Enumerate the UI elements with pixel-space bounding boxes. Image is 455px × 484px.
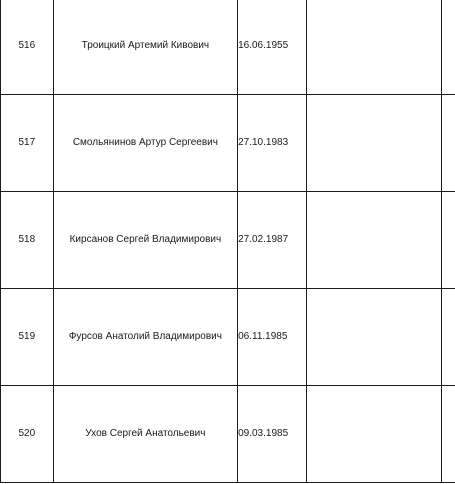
registry-table-body xyxy=(1,0,455,483)
table-row xyxy=(1,192,455,289)
empty-cell xyxy=(441,386,455,483)
empty-cell xyxy=(306,0,441,95)
full-name-cell xyxy=(53,192,237,289)
full-name-cell xyxy=(53,0,237,95)
empty-cell xyxy=(306,386,441,483)
birth-date: 06.11.1985 xyxy=(238,331,288,342)
full-name-cell xyxy=(53,289,237,386)
empty-cell xyxy=(441,0,455,95)
full-name: Смольянинов Артур Сергеевич xyxy=(72,137,218,148)
row-number-cell xyxy=(1,289,54,386)
empty-cell xyxy=(441,95,455,192)
row-number: 518 xyxy=(18,234,36,245)
birth-date: 16.06.1955 xyxy=(238,40,289,51)
row-number: 520 xyxy=(18,428,36,439)
empty-cell xyxy=(306,192,441,289)
birth-date-cell xyxy=(238,289,307,386)
row-number-cell xyxy=(1,386,54,483)
empty-cell xyxy=(441,289,455,386)
birth-date-cell xyxy=(238,0,307,95)
birth-date-cell xyxy=(238,95,307,192)
row-number-cell xyxy=(1,0,54,95)
row-number: 519 xyxy=(18,331,36,342)
table-row xyxy=(1,289,455,386)
full-name: Ухов Сергей Анатольевич xyxy=(85,428,206,439)
full-name-cell xyxy=(53,95,237,192)
empty-cell xyxy=(306,95,441,192)
row-number-cell xyxy=(1,95,54,192)
full-name-cell xyxy=(53,386,237,483)
birth-date-cell xyxy=(238,192,307,289)
birth-date: 27.02.1987 xyxy=(238,234,289,245)
full-name: Троицкий Артемий Кивович xyxy=(81,40,210,51)
table-row xyxy=(1,0,455,95)
empty-cell xyxy=(441,192,455,289)
row-number-cell xyxy=(1,192,54,289)
birth-date-cell xyxy=(238,386,307,483)
table-row xyxy=(1,386,455,483)
full-name: Фурсов Анатолий Владимирович xyxy=(68,331,222,342)
row-number: 517 xyxy=(18,137,36,148)
table-row xyxy=(1,95,455,192)
birth-date: 09.03.1985 xyxy=(238,428,289,439)
full-name: Кирсанов Сергей Владимирович xyxy=(69,234,222,245)
empty-cell xyxy=(306,289,441,386)
row-number: 516 xyxy=(18,40,36,51)
birth-date: 27.10.1983 xyxy=(238,137,289,148)
